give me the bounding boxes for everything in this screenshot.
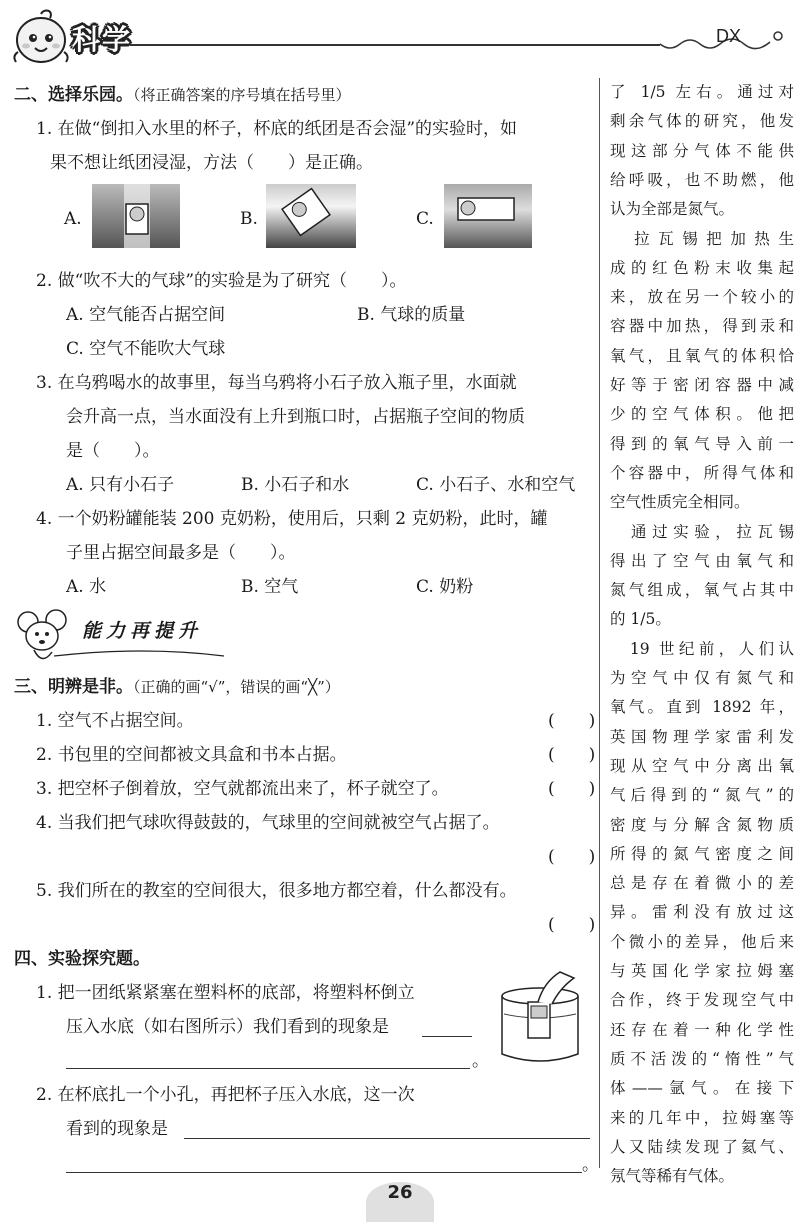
tf-answer-1[interactable]: ( ) [548,711,596,731]
q2-2-option-a: A. 空气能否占据空间 [66,305,226,325]
tf-item-5: 5. 我们所在的教室的空间很大，很多地方都空着，什么都没有。 [36,881,517,901]
q2-1-option-c-label: C. [416,209,434,229]
sidebar-line: 好等于密闭容器中减 [610,376,794,394]
section2-heading [14,78,351,112]
q2-4-line2: 子里占据空间最多是（ ）。 [66,543,296,563]
q2-3-line2: 会升高一点，当水面没有上升到瓶口时，占据瓶子空间的物质 [66,407,525,427]
sidebar-line: 英国物理学家雷利发 [610,727,794,746]
option-a-cup-image [92,184,180,248]
sidebar-line: 气后得到的“氮气”的 [610,786,794,805]
q2-4-line1: 4. 一个奶粉罐能装 200 克奶粉，使用后，只剩 2 克奶粉，此时，罐 [36,509,548,529]
sidebar-line: 质不活泼的“惰性”气 [610,1049,794,1068]
sidebar-line: 密度与分解含氮物质 [610,815,794,834]
q2-1-line1: 1. 在做“倒扣入水里的杯子，杯底的纸团是否会湿”的实验时，如 [36,119,518,139]
sidebar-line: 剩余气体的研究，他发 [610,112,794,131]
cup-in-water-illustration [494,968,590,1068]
tf-answer-5[interactable]: ( ) [548,915,596,935]
sidebar-line: 合作，终于发现空气中 [610,991,794,1010]
sidebar-line: 通过实验，拉瓦锡 [610,522,794,541]
sidebar-line: 19 世纪前，人们认 [610,639,794,658]
exp-q2-line2: 看到的现象是 [66,1119,168,1139]
section3-note: （正确的画“√”，错误的画“╳”） [133,678,340,696]
sidebar-line: 人又陆续发现了氦气、 [610,1137,794,1156]
sidebar-line: 空气性质完全相同。 [610,493,750,512]
sidebar-line: 成的红色粉末收集起 [610,258,794,277]
sidebar-line: 来的几年中，拉姆塞等 [610,1108,794,1127]
sidebar-line: 所得的氮气密度之间 [610,844,794,863]
tf-item-4: 4. 当我们把气球吹得鼓鼓的，气球里的空间就被空气占据了。 [36,813,500,833]
subject-title: 科学 [72,23,133,56]
sidebar-line: 现这部分气体不能供 [610,141,794,160]
section3-heading [14,670,340,704]
q2-2-option-c: C. 空气不能吹大气球 [66,339,226,359]
sidebar-line: 认为全部是氮气。 [610,200,735,219]
exp-q2-answer-blank-1[interactable] [184,1138,590,1139]
q2-3-option-a: A. 只有小石子 [66,475,175,495]
tf-item-3: 3. 把空杯子倒着放，空气就都流出来了，杯子就空了。 [36,779,449,799]
sidebar-line: 的 1/5。 [610,610,671,629]
column-divider [599,78,600,1168]
edition-code: DX [716,26,742,46]
sidebar-line: 氮气组成，氧气占其中 [610,581,794,600]
sidebar-line: 异。雷利没有放过这 [610,903,794,922]
exp-q2-line1: 2. 在杯底扎一个小孔，再把杯子压入水底，这一次 [36,1085,415,1105]
option-b-cup-image [266,184,356,248]
sidebar-line: 氧气，且氧气的体积恰 [610,346,794,365]
q2-2-option-b: B. 气球的质量 [357,305,466,325]
page-number: 26 [387,1182,413,1203]
section2-title: 二、选择乐园。 [14,85,133,105]
sidebar-line: 容器中加热，得到汞和 [610,317,794,336]
q2-2-line1: 2. 做“吹不大的气球”的实验是为了研究（ ）。 [36,271,407,291]
exp-q2-period: 。 [582,1155,599,1175]
sidebar-line: 与英国化学家拉姆塞 [610,962,794,980]
section3-title: 三、明辨是非。 [14,677,133,697]
tf-answer-4[interactable]: ( ) [548,847,596,867]
sidebar-line: 还存在着一种化学性 [610,1020,794,1039]
sidebar-line: 氖气等稀有气体。 [610,1167,735,1186]
sidebar-line: 氧气。直到 1892 年， [610,698,794,717]
tf-answer-2[interactable]: ( ) [548,745,596,765]
option-c-cup-image [444,184,532,248]
tf-item-1: 1. 空气不占据空间。 [36,711,194,731]
q2-3-option-b: B. 小石子和水 [241,475,350,495]
tf-item-2: 2. 书包里的空间都被文具盒和书本占据。 [36,745,347,765]
exp-q1-answer-blank-2[interactable] [66,1068,470,1069]
sidebar-line: 少的空气体积。他把 [610,405,794,424]
q2-1-option-b-label: B. [240,209,258,229]
header-rule [130,44,660,46]
q2-4-option-b: B. 空气 [241,577,299,597]
exp-q1-period: 。 [472,1051,489,1071]
q2-4-option-a: A. 水 [66,577,107,597]
sidebar-line: 来，放在另一个较小的 [610,288,794,307]
exp-q1-line1: 1. 把一团纸紧紧塞在塑料杯的底部，将塑料杯倒立 [36,983,415,1003]
section2-note: （将正确答案的序号填在括号里） [133,86,351,104]
sidebar-line: 总是存在着微小的差 [610,874,794,893]
sidebar-line: 体——氩气。在接下 [610,1079,794,1098]
sidebar-line: 得出了空气由氧气和 [610,551,794,570]
q2-3-line3: 是（ ）。 [66,441,160,461]
exp-q1-answer-blank-1[interactable] [422,1036,472,1037]
sidebar-line: 得到的氧气导入前一 [610,434,794,453]
sidebar-line: 拉瓦锡把加热生 [610,229,794,248]
banner-title: 能力再提升 [82,620,203,642]
exp-q2-answer-blank-2[interactable] [66,1172,582,1173]
exp-q1-line2: 压入水底（如右图所示）我们看到的现象是 [66,1017,389,1037]
q2-4-option-c: C. 奶粉 [416,577,474,597]
sidebar-line: 为空气中仅有氮气和 [610,669,794,687]
sidebar-line: 现从空气中分离出氧 [610,756,794,775]
sidebar-line: 给呼吸，也不助燃，他 [610,170,794,189]
sidebar-line: 个容器中，所得气体和 [610,463,794,482]
section4-title: 四、实验探究题。 [14,949,150,969]
q2-1-line2: 果不想让纸团浸湿，方法（ ）是正确。 [50,153,373,173]
sidebar-line: 个微小的差异，他后来 [610,932,794,951]
q2-3-line1: 3. 在乌鸦喝水的故事里，每当乌鸦将小石子放入瓶子里，水面就 [36,373,517,393]
sidebar-line: 了 1/5 左右。通过对 [610,83,794,101]
tf-answer-3[interactable]: ( ) [548,779,596,799]
mascot-icon [10,8,72,68]
q2-1-option-a-label: A. [64,209,82,229]
q2-3-option-c: C. 小石子、水和空气 [416,475,576,495]
